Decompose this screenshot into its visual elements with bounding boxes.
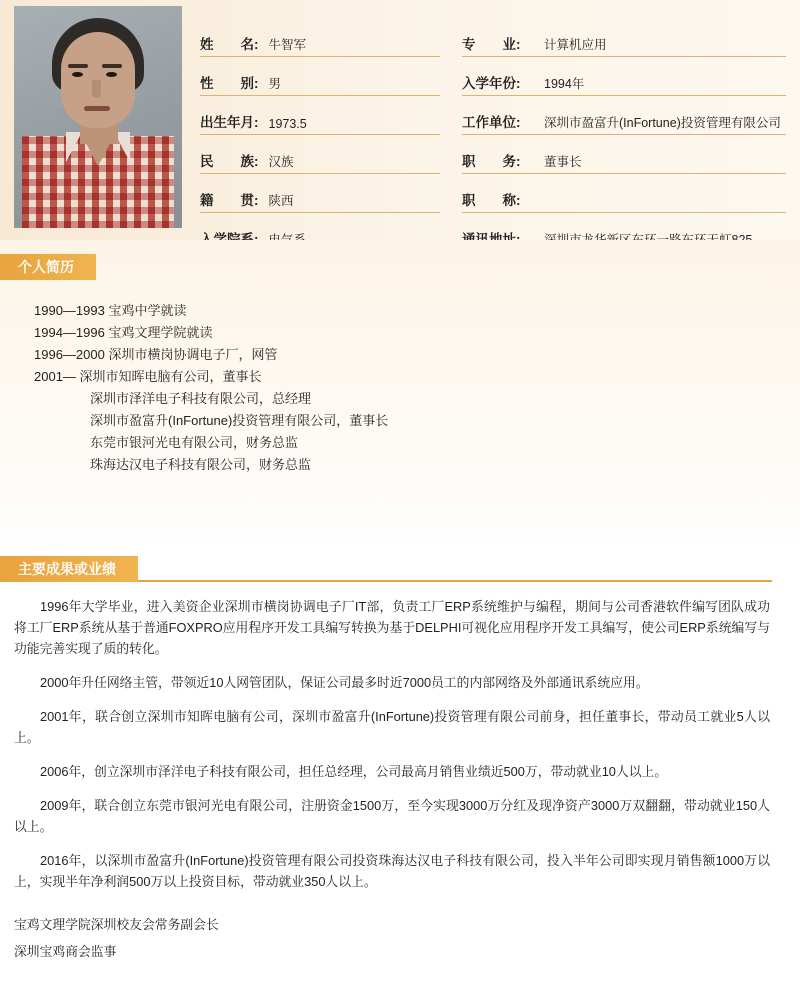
field-value: 董事长 <box>544 155 582 169</box>
paragraph: 2009年，联合创立东莞市银河光电有限公司，注册资金1500万，至今实现3000万分红及现净资产3000万双翻翻，带动就业150人以上。 <box>14 798 770 834</box>
field-gender <box>200 57 440 96</box>
field-label: 性 别: <box>200 76 259 91</box>
profile-fields <box>200 18 786 252</box>
field-value: 男 <box>268 77 282 91</box>
list-item: 珠海达汉电子科技有限公司，财务总监 <box>90 457 312 472</box>
achievements-tail <box>14 914 770 962</box>
list-item: 1990—1993 宝鸡中学就读 <box>34 303 187 318</box>
achievements-section <box>0 556 800 962</box>
list-item: 深圳市泽洋电子科技有限公司，总经理 <box>90 391 312 406</box>
biography-title: 个人简历 <box>0 254 96 280</box>
field-label: 入学年份: <box>462 76 521 91</box>
list-item: 深圳市盈富升(InFortune)投资管理有限公司，董事长 <box>90 413 389 428</box>
list-item: 1994—1996 宝鸡文理学院就读 <box>34 325 213 340</box>
biography-header <box>0 254 800 280</box>
field-title <box>462 174 786 213</box>
field-ethnicity <box>200 135 440 174</box>
field-label: 姓 名: <box>200 37 259 52</box>
field-value: 1994年 <box>544 77 585 91</box>
field-enrollment-year <box>462 57 786 96</box>
paragraph: 2016年，以深圳市盈富升(InFortune)投资管理有限公司投资珠海达汉电子科技有限公司，投入半年公司即实现月销售额1000万以上，实现半年净利润500万以上投资目标，带动就业350人以上。 <box>14 853 770 889</box>
list-item: 1996—2000 深圳市横岗协调电子厂，网管 <box>34 347 278 362</box>
field-label: 民 族: <box>200 154 259 169</box>
list-item: 2001— 深圳市知晖电脑有公司，董事长 <box>34 369 262 384</box>
paragraph: 2000年升任网络主管，带领近10人网管团队，保证公司最多时近7000员工的内部网络及外部通讯系统应用。 <box>40 675 649 690</box>
biography-section <box>0 240 800 556</box>
field-value: 汉族 <box>268 155 294 169</box>
achievements-title: 主要成果或业绩 <box>0 556 138 582</box>
paragraph: 2001年，联合创立深圳市知晖电脑有公司，深圳市盈富升(InFortune)投资管理有限公司前身，担任董事长，带动员工就业5人以上。 <box>14 709 770 745</box>
profile-fields-left <box>200 18 440 252</box>
field-hometown <box>200 174 440 213</box>
field-value: 计算机应用 <box>544 38 607 52</box>
list-item: 东莞市银河光电有限公司，财务总监 <box>90 435 299 450</box>
field-position <box>462 135 786 174</box>
field-birthdate <box>200 96 440 135</box>
field-label: 职 务: <box>462 154 521 169</box>
biography-rule <box>0 278 786 280</box>
paragraph: 宝鸡文理学院深圳校友会常务副会长 <box>14 917 219 932</box>
biography-list <box>0 300 800 476</box>
paragraph: 2006年，创立深圳市泽洋电子科技有限公司，担任总经理，公司最高月销售业绩近500万，带动就业10人以上。 <box>40 764 668 779</box>
achievements-body <box>0 582 786 962</box>
portrait-photo <box>14 6 182 228</box>
field-value: 1973.5 <box>268 117 307 131</box>
field-label: 籍 贯: <box>200 193 259 208</box>
field-value: 陕西 <box>268 194 294 208</box>
field-label: 工作单位: <box>462 115 521 130</box>
field-value: 深圳市盈富升(InFortune)投资管理有限公司 <box>544 116 781 130</box>
profile-fields-right <box>440 18 786 252</box>
field-value: 牛智军 <box>268 38 307 52</box>
paragraph: 深圳宝鸡商会监事 <box>14 944 117 959</box>
paragraph: 1996年大学毕业，进入美资企业深圳市横岗协调电子厂IT部，负责工厂ERP系统维护与编程，期间与公司香港软件编写团队成功将工厂ERP系统从基于普通FOXPRO应用程序开发工具编写转换为基于DELPHI可视化应用程序开发工具编写，使公司ERP系统编写与功能完善实现了质的转化。 <box>14 599 770 656</box>
field-label: 职 称: <box>462 193 521 208</box>
section-spacer <box>0 476 800 546</box>
field-employer <box>462 96 786 135</box>
field-name <box>200 18 440 57</box>
achievements-header <box>0 556 786 582</box>
field-major <box>462 18 786 57</box>
avatar <box>14 6 182 228</box>
field-label: 专 业: <box>462 37 521 52</box>
field-label: 出生年月: <box>200 115 259 130</box>
profile-band <box>0 0 800 240</box>
